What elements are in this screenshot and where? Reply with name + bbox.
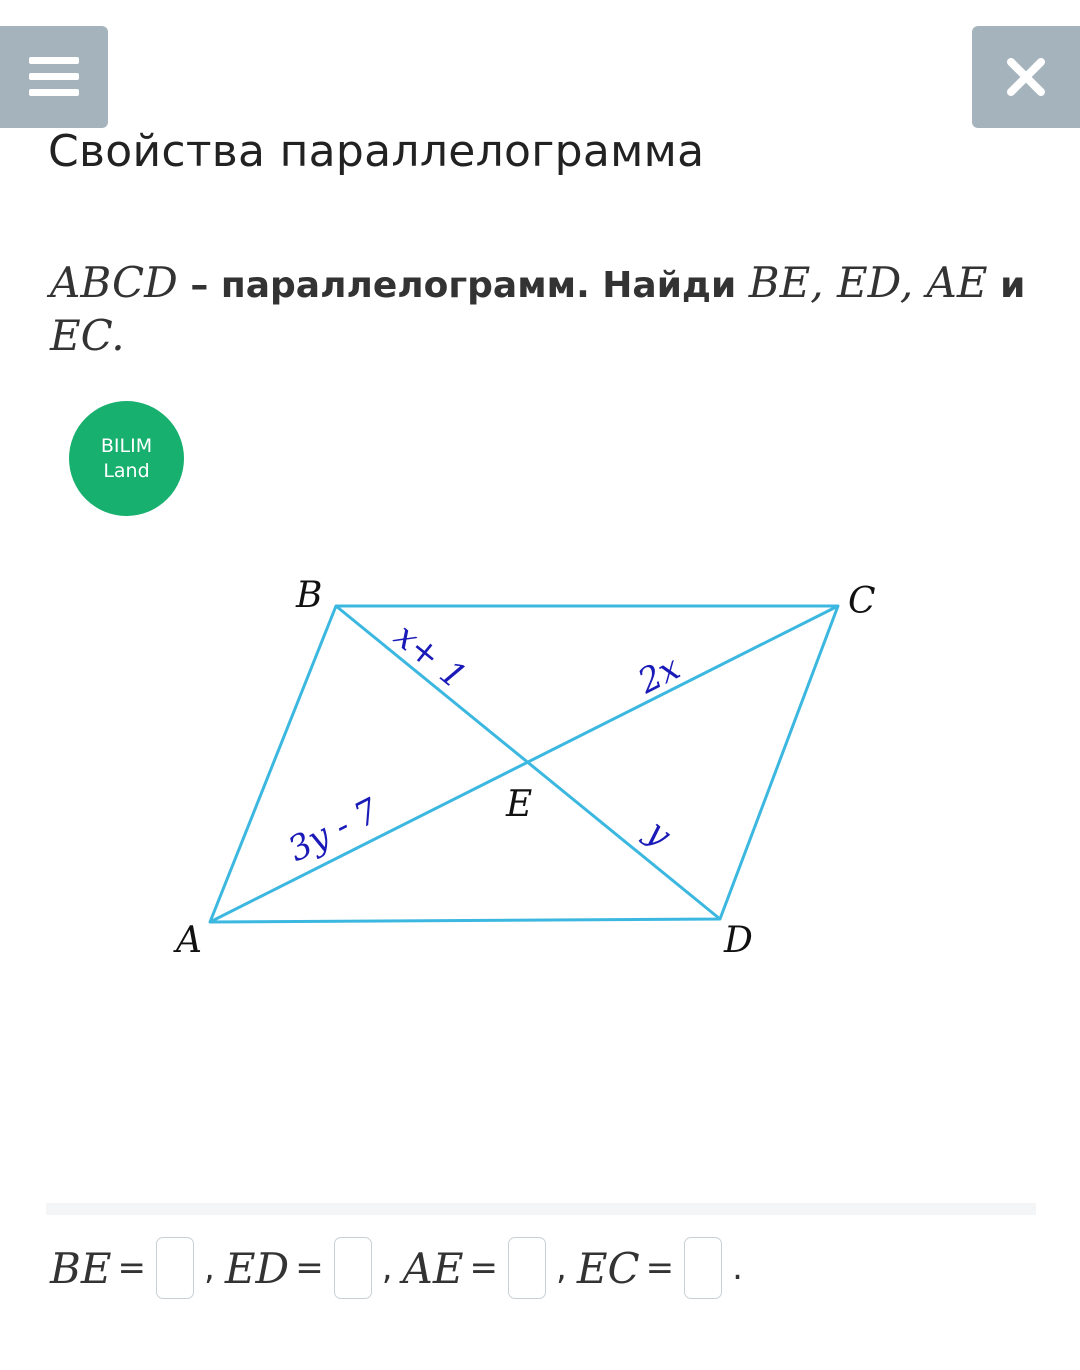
parallelogram-diagram xyxy=(0,560,1080,980)
be-answer-input[interactable] xyxy=(156,1237,194,1299)
section-divider xyxy=(46,1203,1036,1215)
question-text-part-1: – параллелограмм. Найди xyxy=(177,265,749,306)
diagonal-ac xyxy=(210,606,838,922)
close-icon xyxy=(1006,57,1046,97)
question-text xyxy=(50,258,1040,364)
answer-label-ec: EC xyxy=(576,1243,640,1293)
menu-button[interactable] xyxy=(0,26,108,128)
point-label-b: B xyxy=(296,575,323,616)
segment-label-ed: y xyxy=(638,811,679,856)
point-label-d: D xyxy=(724,920,753,961)
segment-label-ec: 2x xyxy=(631,647,687,703)
equals-sign: = xyxy=(469,1248,498,1288)
equals-sign: = xyxy=(645,1248,675,1288)
answer-label-be: BE xyxy=(50,1243,112,1293)
comma-separator: , xyxy=(556,1248,567,1288)
ae-answer-input[interactable] xyxy=(508,1237,546,1299)
point-label-c: C xyxy=(848,581,876,622)
equals-sign: = xyxy=(117,1248,147,1288)
ec-answer-input[interactable] xyxy=(684,1237,722,1299)
logo-line-1: BILIM xyxy=(100,434,153,457)
point-label-e: E xyxy=(506,784,533,825)
segment-label-be: x+ 1 xyxy=(386,615,474,698)
equals-sign: = xyxy=(295,1248,324,1288)
page-title: Свойства параллелограмма xyxy=(48,126,705,177)
math-be-ed-ae: BE, ED, AE xyxy=(748,258,988,307)
question-text-part-2: и xyxy=(987,265,1026,306)
comma-separator: , xyxy=(381,1248,393,1288)
close-button[interactable] xyxy=(972,26,1080,128)
period-terminator: . xyxy=(732,1248,743,1288)
comma-separator: , xyxy=(204,1248,215,1288)
math-abcd: ABCD xyxy=(50,258,178,307)
bilimland-logo xyxy=(69,401,184,516)
logo-line-2: Land xyxy=(103,459,150,482)
answer-label-ae: AE xyxy=(402,1243,464,1293)
answer-label-ed: ED xyxy=(224,1243,290,1293)
answer-row xyxy=(50,1236,753,1300)
hamburger-menu-icon xyxy=(29,57,79,97)
ed-answer-input[interactable] xyxy=(334,1237,372,1299)
math-ec: EC. xyxy=(50,311,125,360)
segment-label-ae: 3y - 7 xyxy=(281,790,386,871)
point-label-a: A xyxy=(176,920,202,961)
